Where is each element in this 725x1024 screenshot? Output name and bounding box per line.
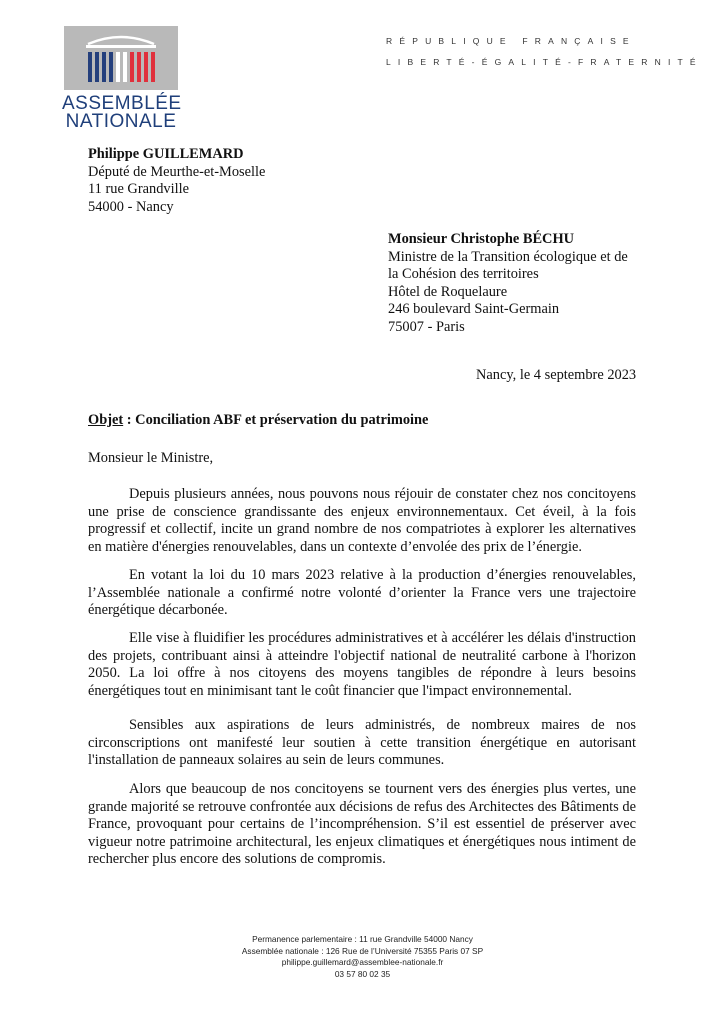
republique-francaise: RÉPUBLIQUE FRANÇAISE — [386, 36, 636, 46]
recipient-line: 75007 - Paris — [388, 318, 465, 335]
paragraph-text: Alors que beaucoup de nos concitoyens se tournent vers des énergies plus vertes, une grande majorité se retrouve confrontée aux décisions de refus des Architectes des Bâtiments de France, provoquant pour certains de l’incompréhension. S’il est essentiel de préserver avec vigueur notre patrimoine architectural, les enjeux climatiques et énergétiques nous intiment de rechercher plus encore des solutions de compromis. — [88, 781, 636, 867]
recipient-name: Monsieur Christophe BÉCHU — [388, 231, 575, 247]
body-paragraph — [88, 717, 636, 770]
recipient-line: 246 boulevard Saint-Germain — [388, 301, 560, 317]
sender-name: Philippe GUILLEMARD — [88, 146, 244, 162]
recipient-line: la Cohésion des territoires — [388, 266, 539, 282]
sender-block — [88, 146, 265, 216]
paragraph-text: Depuis plusieurs années, nous pouvons nous réjouir de constater chez nos concitoyens une prise de conscience grandissante des enjeux environnementaux. Cet éveil, à la fois progressif et collectif, incite un grand nombre de nos compatriotes à explorer les alternatives en matière d'énergies renouvelables, dans un contexte d’envolée des prix de l’énergie. — [88, 486, 636, 555]
date-text: Nancy, le 4 septembre 2023 — [476, 367, 637, 383]
body-paragraph — [88, 567, 636, 620]
logo-line1: ASSEMBLÉE — [62, 93, 182, 114]
assemblee-nationale-logo — [62, 26, 180, 130]
logo-emblem — [64, 26, 178, 90]
body-paragraph — [88, 486, 636, 556]
recipient-block — [388, 231, 628, 336]
sender-city: 54000 - Nancy — [88, 198, 174, 215]
subject-separator: : — [123, 412, 136, 428]
footer-email: philippe.guillemard@assemblee-nationale.fr — [281, 957, 444, 967]
hemicycle-icon — [64, 26, 178, 90]
subject-text: Conciliation ABF et préservation du patrimoine — [135, 412, 429, 428]
salutation-text: Monsieur le Ministre, — [88, 450, 214, 466]
letter-date — [476, 367, 636, 385]
subject-label: Objet — [88, 412, 124, 428]
footer-permanence: Permanence parlementaire : 11 rue Grandville 54000 Nancy — [252, 934, 473, 944]
sender-title: Député de Meurthe-et-Moselle — [88, 163, 266, 180]
logo-line2: NATIONALE — [65, 111, 177, 132]
paragraph-text: Elle vise à fluidifier les procédures administratives et à accélérer les délais d'instruction des projets, contribuant ainsi à atteindre l'objectif national de neutralité carbone à l'horizon 2050. La loi offre à nos citoyens des moyens tangibles de répondre à leurs besoins énergétiques tout en minimisant tant le coût financier que l'impact environnemental. — [88, 630, 636, 699]
footer-phone: 03 57 80 02 35 — [334, 968, 391, 979]
recipient-line: Hôtel de Roquelaure — [388, 283, 508, 300]
salutation — [88, 450, 213, 468]
body-paragraph — [88, 781, 636, 869]
sender-street: 11 rue Grandville — [88, 181, 189, 197]
paragraph-text: En votant la loi du 10 mars 2023 relative à la production d’énergies renouvelables, l’Assemblée nationale a confirmé notre volonté d’orienter la France vers une trajectoire énergétique décarbonée. — [88, 567, 636, 618]
footer-assemblee: Assemblée nationale : 126 Rue de l’Université 75355 Paris 07 SP — [241, 945, 484, 956]
subject-line — [88, 412, 428, 429]
body-paragraph — [88, 630, 636, 700]
page-footer — [0, 934, 725, 980]
devise: LIBERTÉ-ÉGALITÉ-FRATERNITÉ — [386, 57, 703, 67]
paragraph-text: Sensibles aux aspirations de leurs administrés, de nombreux maires de nos circonscriptions ont manifesté leur soutien à cette transition énergétique en autorisant l'installation de panneaux solaires au sein de leurs communes. — [88, 717, 636, 768]
recipient-line: Ministre de la Transition écologique et de — [388, 248, 628, 265]
